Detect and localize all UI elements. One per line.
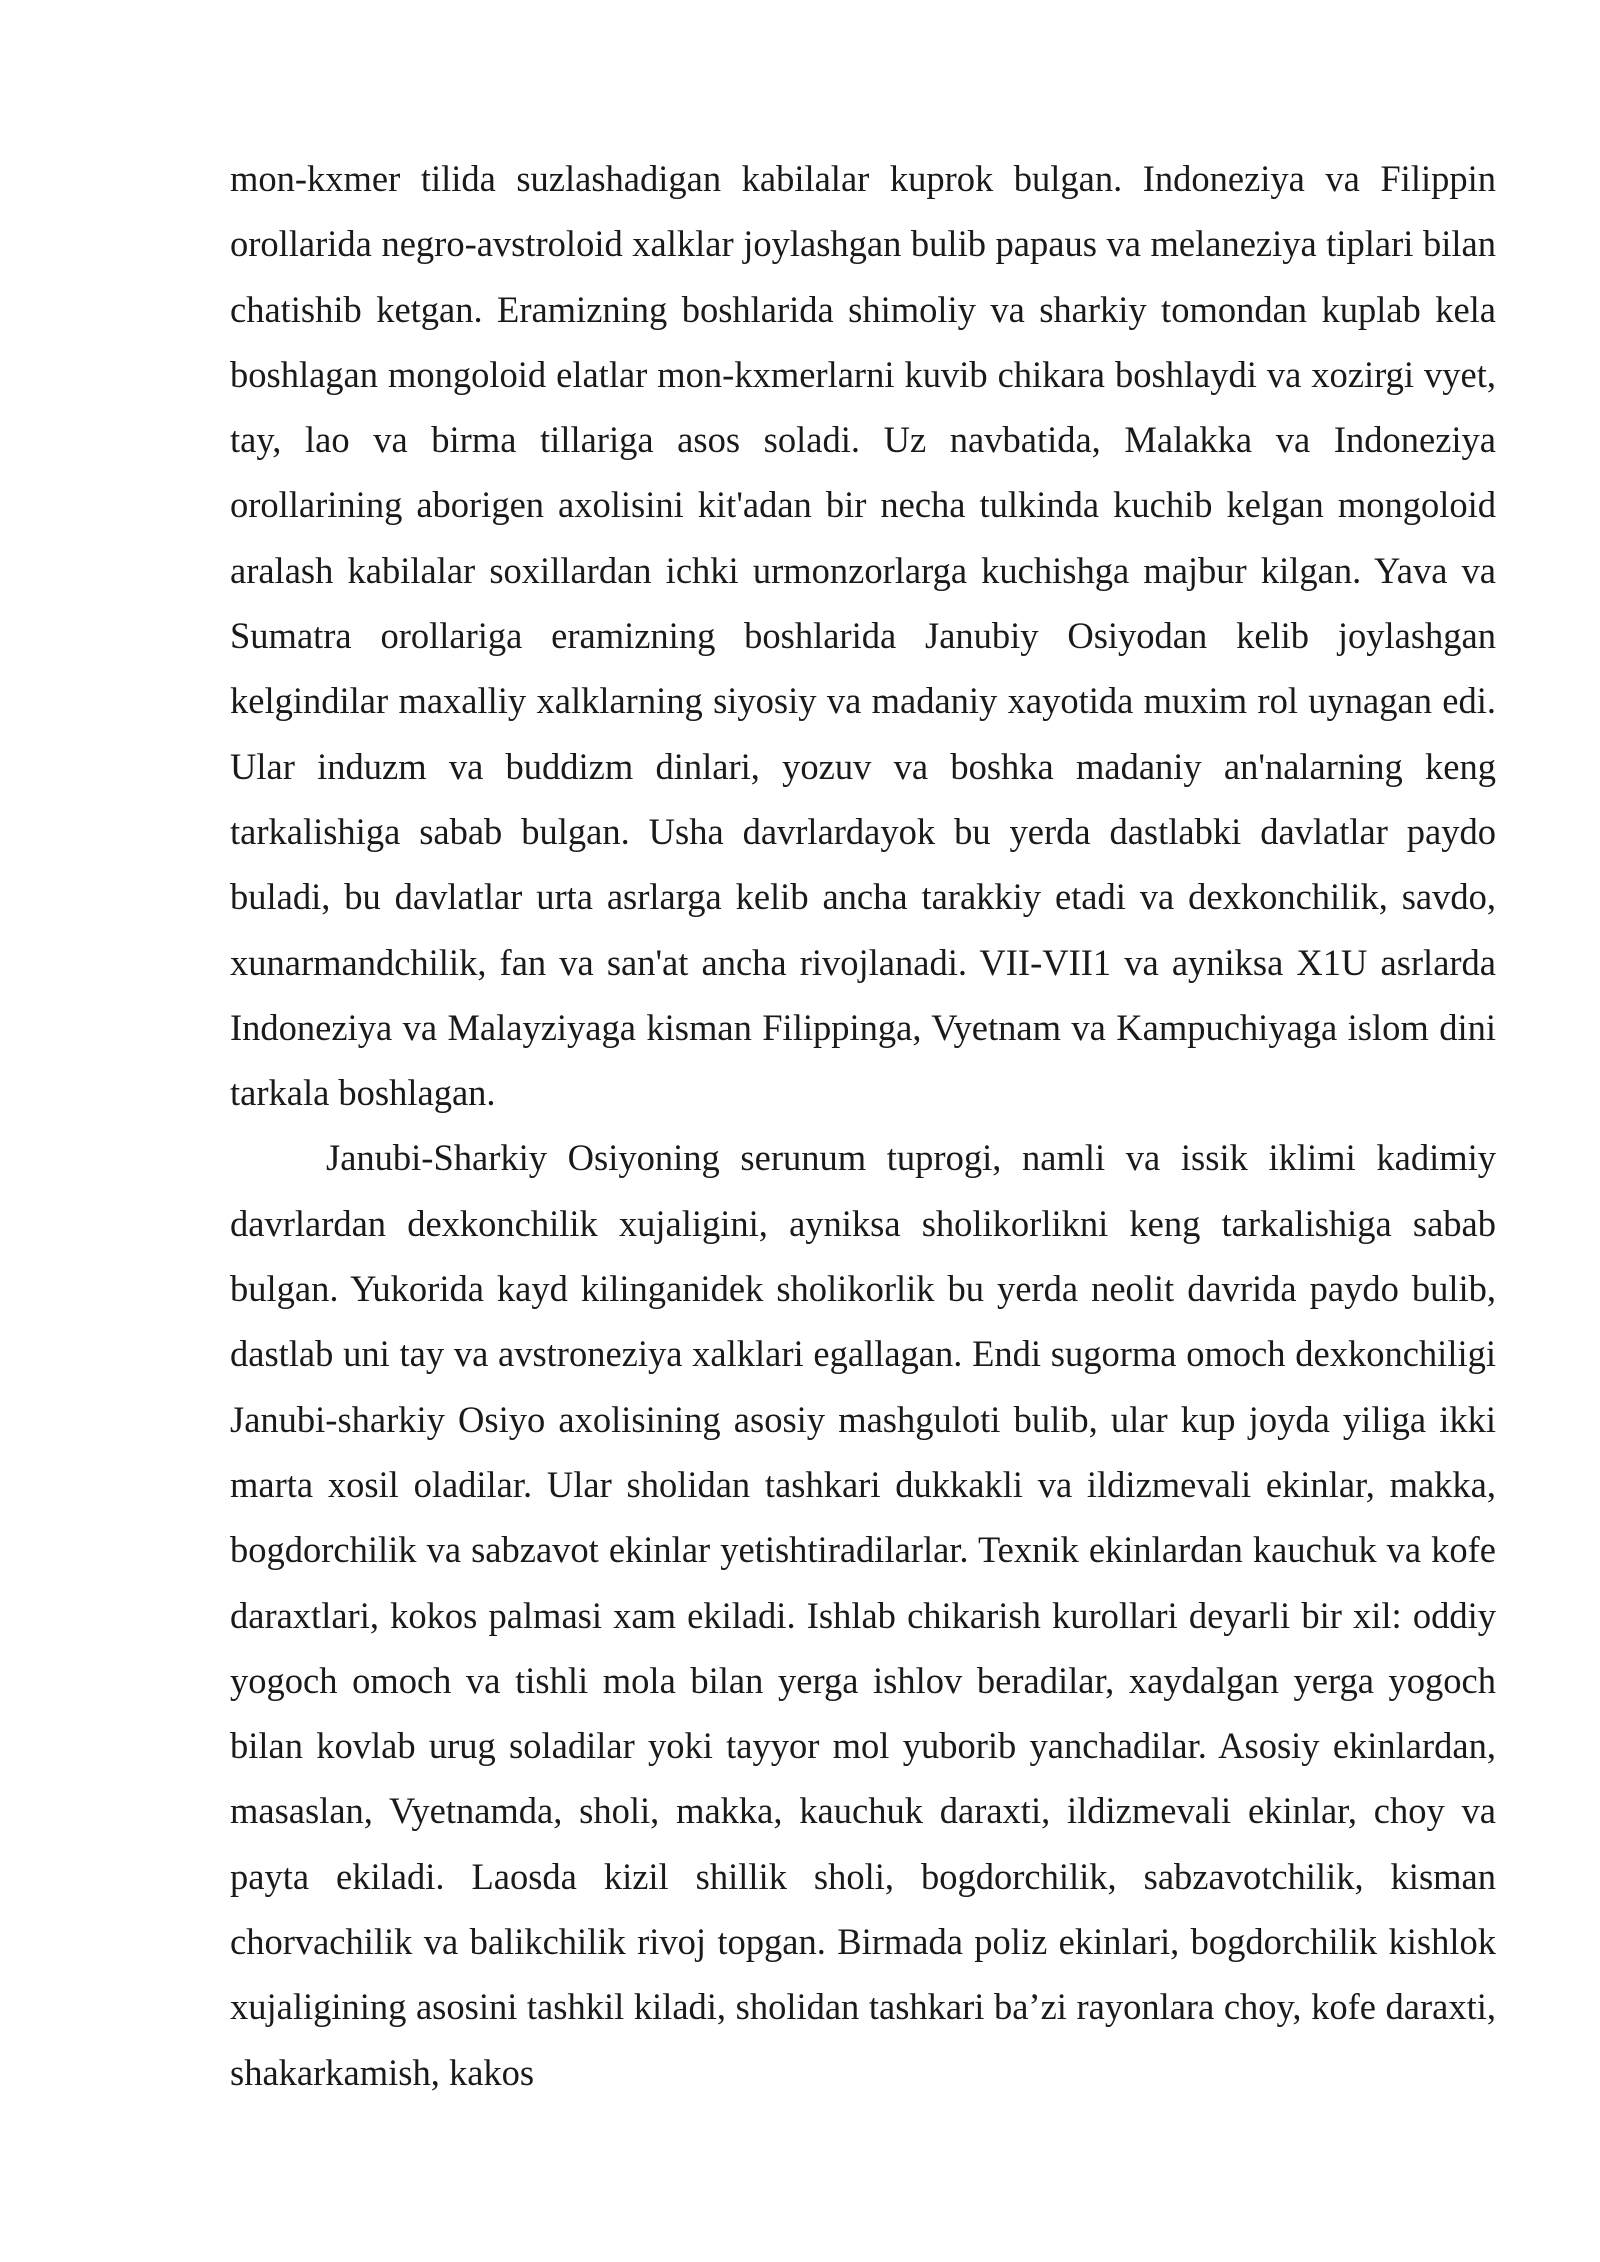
paragraph-1: mon-kxmer tilida suzlashadigan kabilalar kuprok bulgan. Indoneziya va Filippin orollarida negro-avstroloid xalklar joylashgan bulib papaus va melaneziya tiplari bilan chatishib ketgan. Eramizning boshlarida shimoliy va sharkiy tomondan kuplab kela boshlagan mongoloid elatlar mon-kxmerlarni kuvib chikara boshlaydi va xozirgi vyet, tay, lao va birma tillariga asos soladi. Uz navbatida, Malakka va Indoneziya orollarining aborigen axolisini kit'adan bir necha tulkinda kuchib kelgan mongoloid aralash kabilalar soxillardan ichki urmonzorlarga kuchishga majbur kilgan. Yava va Sumatra orollariga eramizning boshlarida Janubiy Osiyodan kelib joylashgan kelgindilar maxalliy xalklarning siyosiy va madaniy xayotida muxim rol uynagan edi. Ular induzm va buddizm dinlari, yozuv va boshka madaniy an'nalarning keng tarkalishiga sabab bulgan. Usha davrlardayok bu yerda dastlabki davlatlar paydo buladi, bu davlatlar urta asrlarga kelib ancha tarakkiy etadi va dexkonchilik, savdo, xunarmandchilik, fan va san'at ancha rivojlanadi. VII-VII1 va ayniksa X1U asrlarda Indoneziya va Malayziyaga kisman Filippinga, Vyetnam va Kampuchiyaga islom dini tarkala boshlagan.	[230, 158, 1496, 1114]
paragraph-2: Janubi-Sharkiy Osiyoning serunum tuprogi, namli va issik iklimi kadimiy davrlardan dexkonchilik xujaligini, ayniksa sholikorlikni keng tarkalishiga sabab bulgan. Yukorida kayd kilinganidek sholikorlik bu yerda neolit davrida paydo bulib, dastlab uni tay va avstroneziya xalklari egallagan. Endi sugorma omoch dexkonchiligi Janubi-sharkiy Osiyo axolisining asosiy mashguloti bulib, ular kup joyda yiliga ikki marta xosil oladilar. Ular sholidan tashkari dukkakli va ildizmevali ekinlar, makka, bogdorchilik va sabzavot ekinlar yetishtiradilarlar. Texnik ekinlardan kauchuk va kofe daraxtlari, kokos palmasi xam ekiladi. Ishlab chikarish kurollari deyarli bir xil: oddiy yogoch omoch va tishli mola bilan yerga ishlov beradilar, xaydalgan yerga yogoch bilan kovlab urug soladilar yoki tayyor mol yuborib yanchadilar. Asosiy ekinlardan, masaslan, Vyetnamda, sholi, makka, kauchuk daraxti, ildizmevali ekinlar, choy va payta ekiladi. Laosda kizil shillik sholi, bogdorchilik, sabzavotchilik, kisman chorvachilik va balikchilik rivoj topgan. Birmada poliz ekinlari, bogdorchilik kishlok xujaligining asosini tashkil kiladi, sholidan tashkari ba’zi rayonlara choy, kofe daraxti, shakarkamish, kakos	[230, 1137, 1496, 2093]
body-text	[230, 146, 1496, 2105]
